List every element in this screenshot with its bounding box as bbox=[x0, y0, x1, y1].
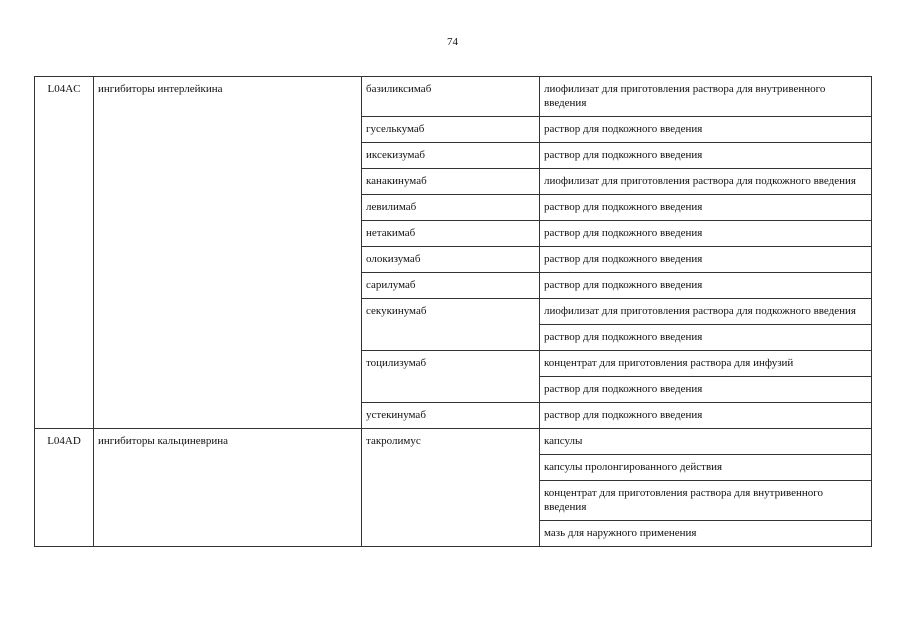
atc-code-cell: L04AD bbox=[35, 429, 94, 547]
drug-inn-cell: такролимус bbox=[362, 429, 540, 547]
table-row bbox=[35, 77, 872, 117]
dosage-form-cell: раствор для подкожного введения bbox=[540, 377, 872, 403]
dosage-form-cell: концентрат для приготовления раствора для инфузий bbox=[540, 351, 872, 377]
drug-inn-cell: базиликсимаб bbox=[362, 77, 540, 117]
dosage-form-cell: раствор для подкожного введения bbox=[540, 247, 872, 273]
dosage-form-cell: раствор для подкожного введения bbox=[540, 117, 872, 143]
dosage-form-cell: мазь для наружного применения bbox=[540, 521, 872, 547]
dosage-form-cell: капсулы bbox=[540, 429, 872, 455]
dosage-form-cell: раствор для подкожного введения bbox=[540, 273, 872, 299]
dosage-form-cell: лиофилизат для приготовления раствора для подкожного введения bbox=[540, 299, 872, 325]
drug-table bbox=[34, 76, 872, 547]
drug-inn-cell: канакинумаб bbox=[362, 169, 540, 195]
drug-inn-cell: нетакимаб bbox=[362, 221, 540, 247]
drug-inn-cell: сарилумаб bbox=[362, 273, 540, 299]
drug-inn-cell: иксекизумаб bbox=[362, 143, 540, 169]
atc-code-cell: L04AC bbox=[35, 77, 94, 429]
dosage-form-cell: раствор для подкожного введения bbox=[540, 221, 872, 247]
dosage-form-cell: капсулы пролонгированного действия bbox=[540, 455, 872, 481]
drug-inn-cell: олокизумаб bbox=[362, 247, 540, 273]
group-name-cell: ингибиторы кальциневрина bbox=[94, 429, 362, 547]
group-name-cell: ингибиторы интерлейкина bbox=[94, 77, 362, 429]
drug-inn-cell: левилимаб bbox=[362, 195, 540, 221]
dosage-form-cell: лиофилизат для приготовления раствора для подкожного введения bbox=[540, 169, 872, 195]
dosage-form-cell: раствор для подкожного введения bbox=[540, 143, 872, 169]
drug-inn-cell: секукинумаб bbox=[362, 299, 540, 351]
dosage-form-cell: раствор для подкожного введения bbox=[540, 403, 872, 429]
dosage-form-cell: раствор для подкожного введения bbox=[540, 195, 872, 221]
dosage-form-cell: концентрат для приготовления раствора для внутривенного введения bbox=[540, 481, 872, 521]
table-row bbox=[35, 429, 872, 455]
drug-inn-cell: тоцилизумаб bbox=[362, 351, 540, 403]
dosage-form-cell: раствор для подкожного введения bbox=[540, 325, 872, 351]
drug-inn-cell: устекинумаб bbox=[362, 403, 540, 429]
dosage-form-cell: лиофилизат для приготовления раствора для внутривенного введения bbox=[540, 77, 872, 117]
drug-inn-cell: гуселькумаб bbox=[362, 117, 540, 143]
page-number: 74 bbox=[447, 36, 458, 48]
